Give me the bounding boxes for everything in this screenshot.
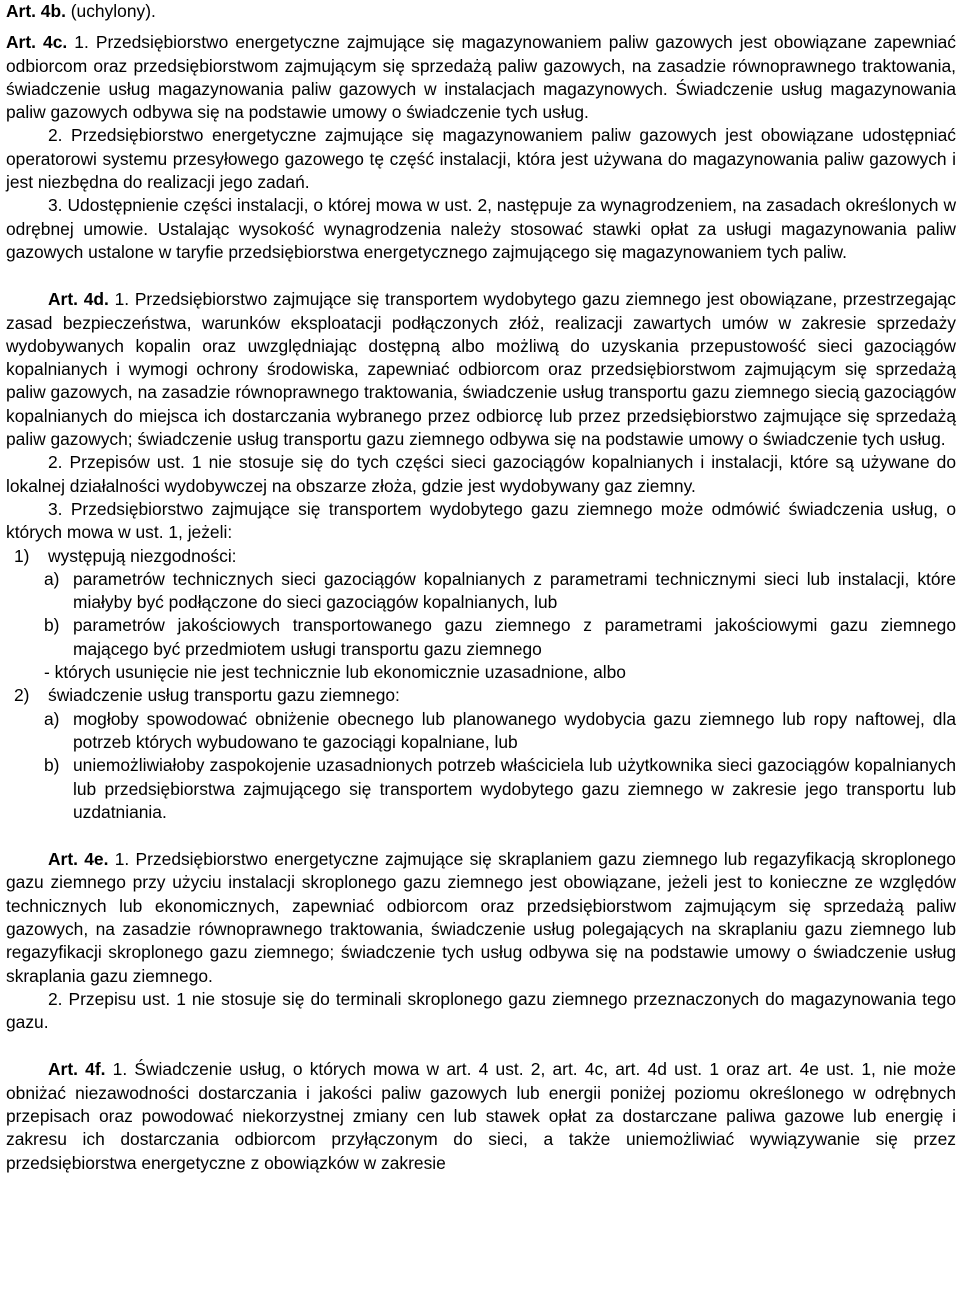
article-4d-para-1 — [6, 288, 956, 451]
list-subitem-letter: b) — [44, 755, 60, 776]
list-subitem-letter: a) — [44, 708, 60, 729]
article-4b-label: Art. 4b. — [6, 1, 66, 21]
list-subitem-text: uniemożliwiałoby zaspokojenie uzasadnionych potrzeb właściciela lub użytkownika sieci gazociągów kopalnianych lub przedsiębiorstwa zajmującego się transportem wydobytego gazu ziemnego w zakresie jego transportu lub uzdatniania. — [73, 755, 956, 822]
article-4e-para-1 — [6, 848, 956, 988]
article-4e-para-2: 2. Przepisu ust. 1 nie stosuje się do terminali skroplonego gazu ziemnego przeznaczonych do magazynowania tego gazu. — [6, 988, 956, 1033]
article-4f-para-1 — [6, 1058, 956, 1174]
list-item-text: występują niezgodności: — [48, 545, 237, 566]
article-4d-para-3: 3. Przedsiębiorstwo zajmujące się transportem wydobytego gazu ziemnego może odmówić świadczenia usług, o których mowa w ust. 1, jeżeli: — [6, 498, 956, 543]
article-4f-para-1-text: 1. Świadczenie usług, o których mowa w art. 4 ust. 2, art. 4c, art. 4d ust. 1 oraz art. 4e ust. 1, nie może obniżać niezawodności dostarczania i jakości paliw gazowych lub energii poniżej poziomu określonego w odrębnych przepisach oraz powodować niekorzystnej zmiany cen lub stawek opłat za dostarczane paliwa gazowe lub energię i zakresu ich dostarczania odbiorcom przyłączonym do sieci, a także uniemożliwiać wywiązywanie się przez przedsiębiorstwa energetyczne z obowiązków w zakresie — [6, 1059, 956, 1173]
list-item — [14, 545, 956, 568]
list-subitem-text: mogłoby spowodować obniżenie obecnego lub planowanego wydobycia gazu ziemnego lub ropy naftowej, dla potrzeb których wybudowano te gazociągi kopalniane, lub — [73, 708, 956, 752]
list-item-tail: - których usunięcie nie jest technicznie lub ekonomicznie uzasadnione, albo — [44, 662, 626, 683]
article-4c-para-1 — [6, 31, 956, 124]
list-subitem-letter: b) — [44, 615, 60, 636]
list-subitem-letter: a) — [44, 568, 60, 589]
article-4b — [6, 0, 956, 23]
article-4c-label: Art. 4c. — [6, 32, 68, 53]
article-4d-para-2: 2. Przepisów ust. 1 nie stosuje się do tych części sieci gazociągów kopalnianych i instalacji, które są używane do lokalnej działalności wydobywczej na obszarze złoża, gdzie jest wydobywany gaz ziemny. — [6, 452, 956, 496]
article-4e-para-1-text: 1. Przedsiębiorstwo energetyczne zajmujące się skraplaniem gazu ziemnego lub regazyfikacją skroplonego gazu ziemnego przy użyciu instalacji skroplonego gazu ziemnego jest obowiązane, jeżeli jest to konieczne ze względów technicznych lub ekonomicznych, zapewniać odbiorcom oraz przedsiębiorstwom zajmującym się sprzedażą paliw gazowych, na zasadzie równoprawnego traktowania, świadczenie usług polegających na skraplaniu gazu ziemnego lub regazyfikacji skroplonego gazu ziemnego; świadczenie tych usług odbywa się na podstawie umowy o świadczenie usług skraplania gazu ziemnego. — [6, 849, 956, 986]
list-item-number: 2) — [14, 685, 30, 706]
article-4c-para-1-text: 1. Przedsiębiorstwo energetyczne zajmujące się magazynowaniem paliw gazowych jest obowiązane zapewniać odbiorcom oraz przedsiębiorstwom zajmującym się sprzedażą paliw gazowych, na zasadzie równoprawnego traktowania, świadczenie usług magazynowania paliw gazowych w instalacjach magazynowych. Świadczenie usług magazynowania paliw gazowych odbywa się na podstawie umowy o świadczenie tych usług. — [6, 32, 956, 123]
list-subitem — [44, 614, 956, 661]
list-item — [14, 684, 956, 707]
document-page — [6, 0, 956, 1175]
list-subitem-text: parametrów jakościowych transportowanego gazu ziemnego z parametrami jakościowymi gazu ziemnego mającego być przedmiotem usługi transportu gazu ziemnego — [73, 615, 956, 659]
article-4b-text: (uchylony). — [70, 1, 156, 21]
article-4c-para-3: 3. Udostępnienie części instalacji, o której mowa w ust. 2, następuje za wynagrodzeniem, na zasadach określonych w odrębnej umowie. Ustalając wysokość wynagrodzenia należy stosować stawki opłat za usługi magazynowania paliw gazowych ustalone w taryfie przedsiębiorstwa energetycznego zajmującego się magazynowaniem tych paliw. — [6, 195, 956, 262]
list-subitem — [44, 568, 956, 615]
list-subitem — [44, 708, 956, 755]
list-item-text: świadczenie usług transportu gazu ziemnego: — [48, 685, 400, 706]
list-subitem-text: parametrów technicznych sieci gazociągów kopalnianych z parametrami technicznymi sieci lub instalacji, które miałyby być podłączone do sieci gazociągów kopalnianych, lub — [73, 568, 956, 613]
article-4e-label: Art. 4e. — [48, 849, 109, 870]
article-4f-label: Art. 4f. — [48, 1059, 106, 1080]
list-item-number: 1) — [14, 545, 30, 566]
article-4d-label: Art. 4d. — [48, 289, 109, 310]
article-4d-para-1-text: 1. Przedsiębiorstwo zajmujące się transportem wydobytego gazu ziemnego jest obowiązane, przestrzegając zasad bezpieczeństwa, warunków eksploatacji podłączonych złóż, realizacji zawartych umów w zakresie sprzedaży wydobywanych kopalin oraz uwzględniając dostępną albo możliwą do uzyskania przepustowość sieci gazociągów kopalnianych i wymogi ochrony środowiska, zapewniać odbiorcom oraz przedsiębiorstwom zajmującym się sprzedażą paliw gazowych, na zasadzie równoprawnego traktowania, świadczenie usług transportu gazu ziemnego siecią gazociągów kopalnianych do miejsca ich dostarczania wybranego przez odbiorcę lub przez przedsiębiorstwo zajmujące się sprzedażą paliw gazowych; świadczenie usług transportu gazu ziemnego odbywa się na podstawie umowy o świadczenie tych usług. — [6, 289, 956, 450]
article-4c-para-2: 2. Przedsiębiorstwo energetyczne zajmujące się magazynowaniem paliw gazowych jest obowiązane udostępniać operatorowi systemu przesyłowego gazowego tę część instalacji, która jest używana do magazynowania paliw gazowych i jest niezbędna do realizacji jego zadań. — [6, 125, 956, 193]
list-subitem — [44, 754, 956, 824]
